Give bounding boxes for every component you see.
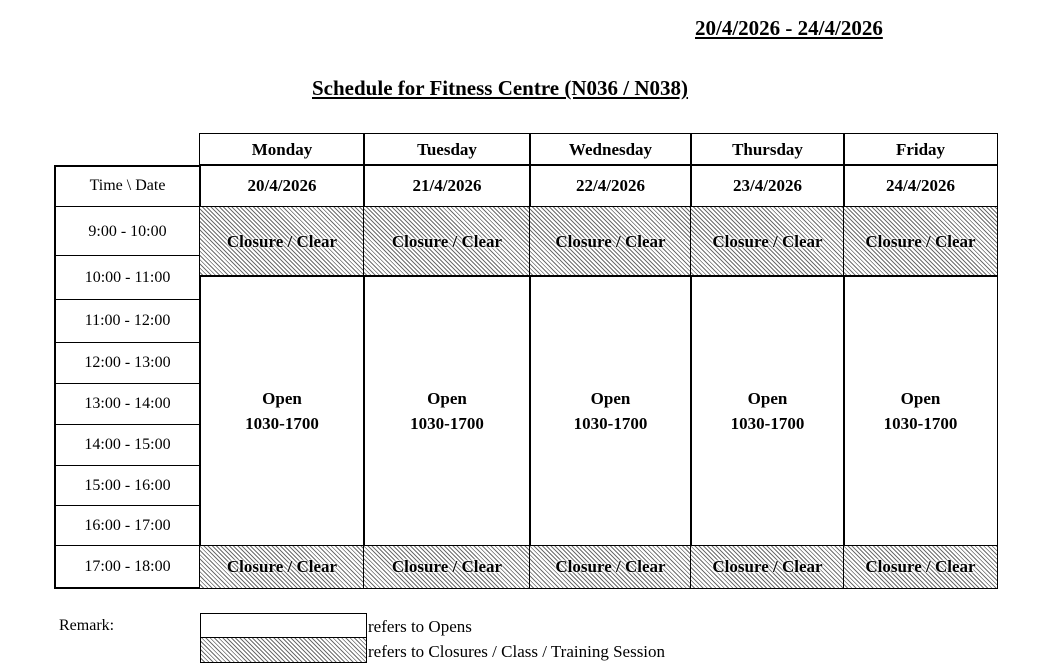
closure-label: Closure / Clear [712, 231, 823, 251]
closure-label: Closure / Clear [865, 231, 976, 251]
day-name: Wednesday [568, 139, 653, 159]
date-header-wednesday [529, 164, 692, 208]
time-slot-row [55, 256, 200, 300]
open-hours: 1030-1700 [573, 414, 648, 433]
day-header-tuesday [363, 133, 531, 166]
closure-cell-wednesday-morning [529, 206, 692, 277]
remark-label: Remark: [59, 617, 115, 634]
time-slot-label: 11:00 - 12:00 [84, 312, 171, 329]
legend-open-swatch [200, 613, 367, 638]
legend-open-text: refers to Opens [368, 617, 472, 636]
date-header-friday [843, 164, 998, 208]
closure-cell-thursday-morning [690, 206, 845, 277]
time-slot-row [55, 466, 200, 506]
closure-cell-tuesday-evening [363, 545, 531, 589]
time-slot-row [55, 208, 200, 256]
time-slot-row [55, 546, 200, 588]
open-cell-monday [199, 275, 365, 547]
open-label: Open [427, 389, 467, 408]
closure-label: Closure / Clear [226, 231, 338, 251]
open-cell-thursday [690, 275, 845, 547]
time-slot-label: 15:00 - 16:00 [84, 476, 171, 494]
time-slot-label: 12:00 - 13:00 [84, 354, 171, 371]
day-date: 20/4/2026 [247, 176, 317, 195]
closure-cell-friday-morning [843, 206, 998, 277]
closure-label: Closure / Clear [391, 231, 503, 251]
time-slot-label: 9:00 - 10:00 [88, 222, 167, 240]
open-hours: 1030-1700 [245, 414, 319, 433]
open-hours: 1030-1700 [410, 414, 484, 433]
closure-cell-thursday-evening [690, 545, 845, 589]
day-date: 24/4/2026 [886, 176, 955, 195]
time-date-header [55, 166, 200, 207]
time-slot-row [55, 384, 200, 425]
date-header-thursday [690, 164, 845, 208]
day-date: 22/4/2026 [576, 176, 645, 195]
day-name: Tuesday [417, 139, 477, 159]
closure-cell-friday-evening [843, 545, 998, 589]
time-slot-label: 10:00 - 11:00 [84, 268, 171, 286]
time-slot-row [55, 300, 200, 343]
closure-label: Closure / Clear [555, 557, 666, 576]
open-cell-friday [843, 275, 998, 547]
time-slot-row [55, 343, 200, 384]
closure-cell-monday-evening [199, 545, 365, 589]
legend-closure-text: refers to Closures / Class / Training Session [368, 642, 666, 661]
time-slot-label: 16:00 - 17:00 [84, 516, 171, 534]
date-header-monday [199, 164, 365, 208]
time-date-label: Time \ Date [89, 177, 166, 194]
legend-closure-swatch [200, 637, 367, 663]
day-name: Thursday [732, 139, 803, 159]
closure-cell-monday-morning [199, 206, 365, 277]
closure-label: Closure / Clear [865, 557, 976, 576]
closure-cell-wednesday-evening [529, 545, 692, 589]
day-header-monday [199, 133, 365, 166]
time-slot-row [55, 425, 200, 466]
page-title: Schedule for Fitness Centre (N036 / N038) [312, 76, 689, 100]
day-header-wednesday [529, 133, 692, 166]
day-header-thursday [690, 133, 845, 166]
open-label: Open [262, 389, 302, 408]
open-label: Open [900, 389, 941, 408]
day-date: 21/4/2026 [412, 176, 482, 195]
time-slot-label: 14:00 - 15:00 [84, 436, 171, 453]
day-name: Monday [251, 139, 313, 159]
date-header-tuesday [363, 164, 531, 208]
open-hours: 1030-1700 [730, 414, 805, 433]
day-header-friday [843, 133, 998, 166]
time-slot-label: 13:00 - 14:00 [84, 395, 171, 412]
closure-label: Closure / Clear [712, 557, 823, 576]
day-name: Friday [895, 139, 946, 159]
open-label: Open [747, 389, 788, 408]
time-slot-label: 17:00 - 18:00 [84, 558, 171, 575]
open-label: Open [590, 389, 631, 408]
open-cell-tuesday [363, 275, 531, 547]
open-cell-wednesday [529, 275, 692, 547]
closure-label: Closure / Clear [226, 557, 338, 576]
closure-label: Closure / Clear [555, 231, 666, 251]
open-hours: 1030-1700 [883, 414, 958, 433]
closure-cell-tuesday-morning [363, 206, 531, 277]
time-slot-row [55, 506, 200, 546]
date-range: 20/4/2026 - 24/4/2026 [695, 16, 883, 40]
closure-label: Closure / Clear [391, 557, 503, 576]
day-date: 23/4/2026 [733, 176, 802, 195]
